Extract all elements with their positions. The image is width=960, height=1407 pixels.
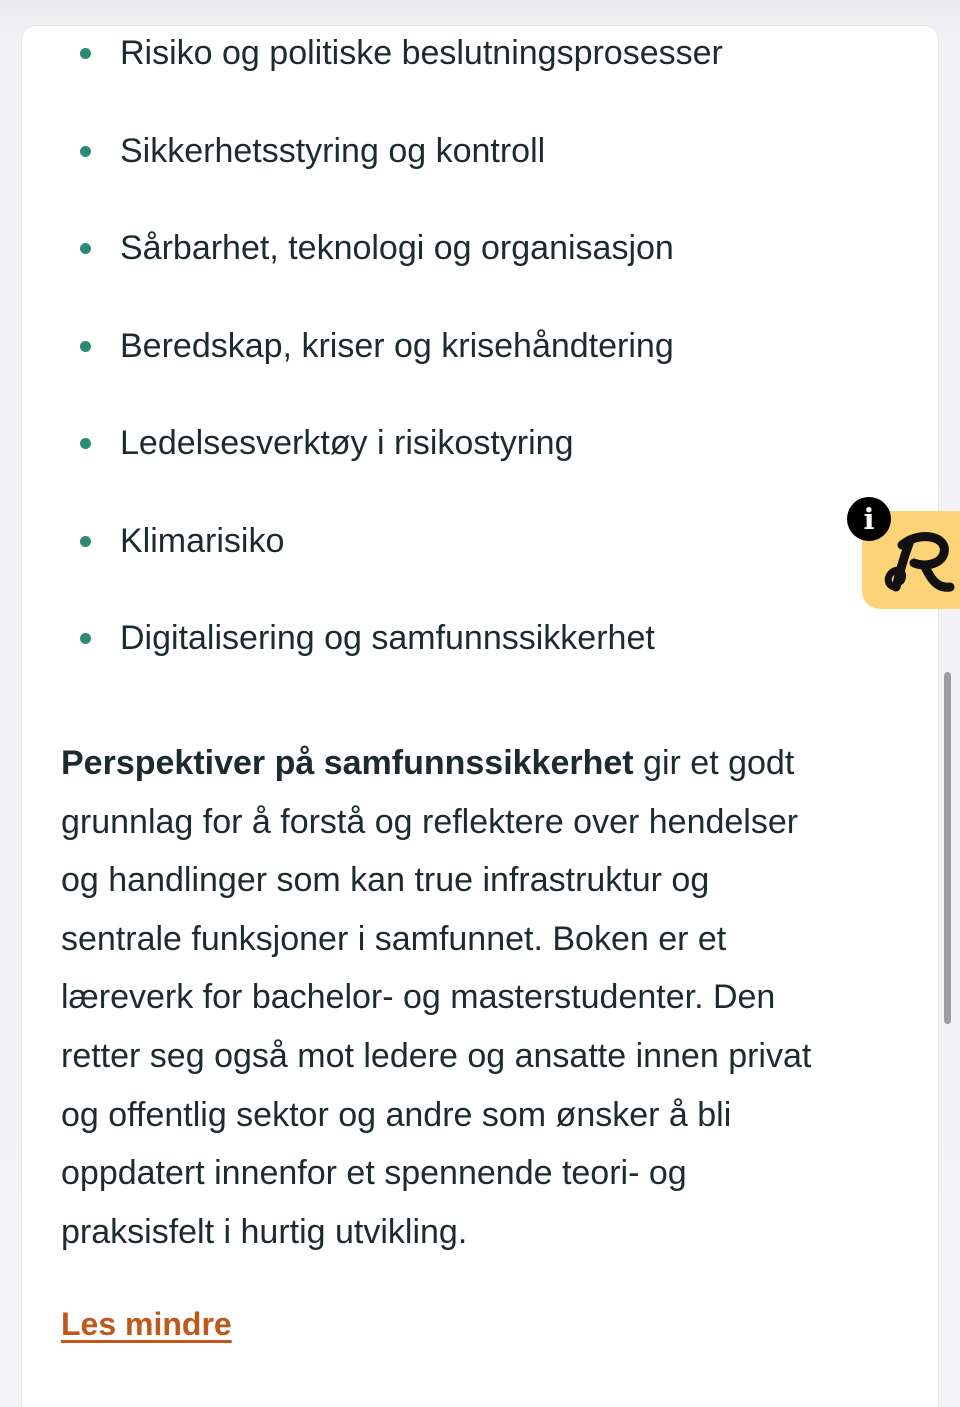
list-item-label: Klimarisiko	[120, 522, 285, 560]
description-line: praksisfelt i hurtig utvikling.	[61, 1212, 468, 1251]
list-item	[120, 126, 545, 176]
content-card	[22, 26, 938, 1407]
list-item-label: Ledelsesverktøy i risikostyring	[120, 424, 574, 462]
list-item-label: Digitalisering og samfunnssikkerhet	[120, 619, 655, 657]
description-line: grunnlag for å forstå og reflektere over hendelser	[61, 802, 799, 841]
list-item-label: Sårbarhet, teknologi og organisasjon	[120, 229, 674, 267]
list-item	[120, 223, 674, 273]
list-item-label: Risiko og politiske beslutningsprosesser	[120, 34, 723, 72]
description-line: sentrale funksjoner i samfunnet. Boken er et	[61, 919, 727, 958]
bullet-icon	[80, 438, 91, 449]
list-item	[120, 516, 284, 566]
description-line: oppdatert innenfor et spennende teori- og	[61, 1154, 687, 1193]
scrollbar-thumb[interactable]	[944, 672, 951, 1024]
book-title: Perspektiver på samfunnssikkerhet	[61, 744, 634, 782]
list-item	[120, 321, 674, 371]
list-item-label: Beredskap, kriser og krisehåndtering	[120, 327, 674, 365]
bullet-icon	[80, 633, 91, 644]
bullet-icon	[80, 536, 91, 547]
bullet-icon	[80, 146, 91, 157]
list-item	[120, 418, 573, 468]
reader-r-logo-icon	[880, 525, 956, 601]
bullet-icon	[80, 341, 91, 352]
list-item	[120, 28, 723, 78]
list-item	[120, 613, 655, 663]
description-line: retter seg også mot ledere og ansatte innen privat	[61, 1036, 812, 1075]
bullet-icon	[80, 243, 91, 254]
description-line: læreverk for bachelor- og masterstudenter. Den	[61, 978, 776, 1017]
description-line: og offentlig sektor og andre som ønsker å bli	[61, 1095, 732, 1134]
info-icon[interactable]: i	[847, 497, 891, 541]
list-item-label: Sikkerhetsstyring og kontroll	[120, 132, 546, 170]
bullet-icon	[80, 48, 91, 59]
read-less-link[interactable]: Les mindre	[61, 1306, 232, 1342]
book-description	[61, 734, 901, 1261]
description-line: gir et godt	[633, 744, 795, 782]
description-line: og handlinger som kan true infrastruktur og	[61, 861, 710, 900]
